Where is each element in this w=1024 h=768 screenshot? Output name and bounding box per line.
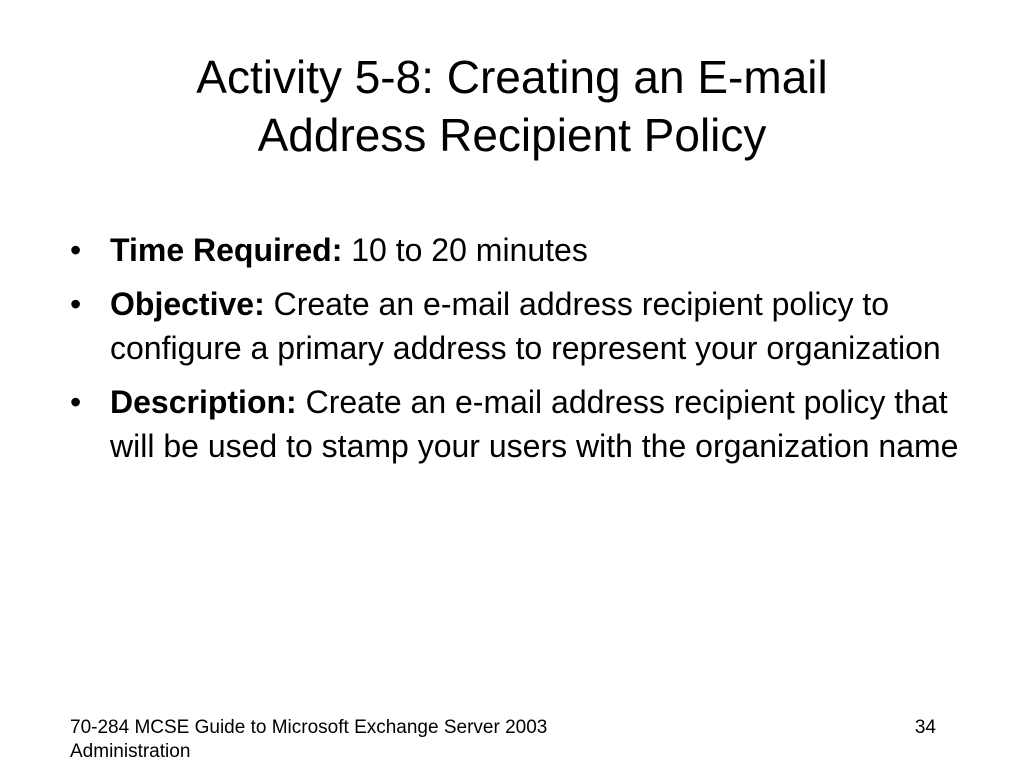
slide-title bbox=[0, 48, 1024, 164]
bullet-text-objective: Create an e-mail address recipient policy to configure a primary address to represent your organization bbox=[110, 286, 941, 366]
title-line-2: Address Recipient Policy bbox=[257, 109, 767, 161]
footer-course-title bbox=[70, 716, 690, 764]
bullet-text-time-required: 10 to 20 minutes bbox=[351, 232, 588, 268]
bullet-text-description: Create an e-mail address recipient policy that will be used to stamp your users with the organization name bbox=[110, 384, 959, 464]
footer-line-1: 70-284 MCSE Guide to Microsoft Exchange Server 2003 bbox=[70, 717, 548, 738]
footer-line-2: Administration bbox=[70, 741, 191, 762]
bullet-dot: • bbox=[70, 286, 82, 322]
bullet-label-objective: Objective: bbox=[110, 286, 274, 322]
page-number: 34 bbox=[914, 717, 936, 738]
bullet-description bbox=[70, 380, 970, 468]
bullet-objective bbox=[70, 282, 970, 370]
bullet-dot: • bbox=[70, 232, 82, 268]
bullet-label-description: Description: bbox=[110, 384, 306, 420]
bullet-time-required bbox=[70, 228, 970, 272]
bullet-list bbox=[70, 228, 970, 478]
bullet-label-time-required: Time Required: bbox=[110, 232, 352, 268]
bullet-dot: • bbox=[70, 384, 82, 420]
title-line-1: Activity 5-8: Creating an E-mail bbox=[196, 51, 828, 103]
